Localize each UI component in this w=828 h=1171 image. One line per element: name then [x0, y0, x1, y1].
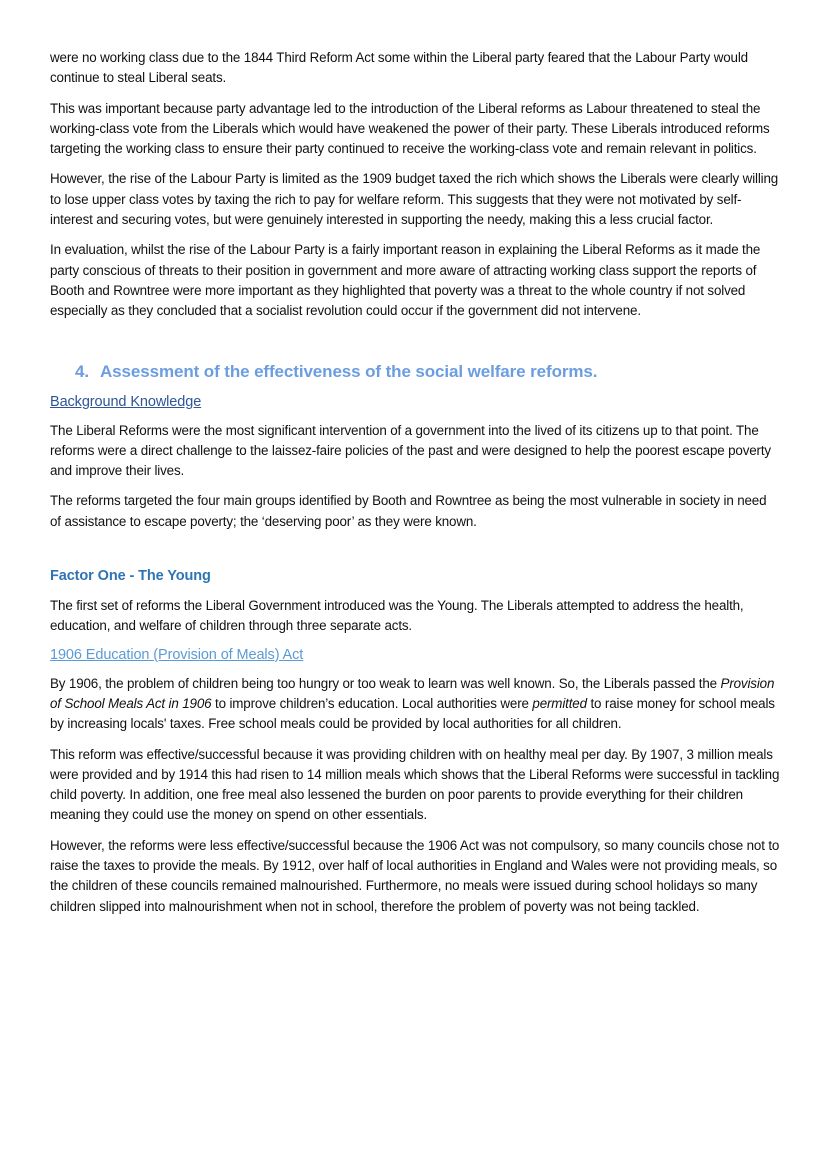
document-page: [50, 48, 780, 927]
body-paragraph: This was important because party advantage led to the introduction of the Liberal reforms as Labour threatened to steal the working-class vote from the Liberals which would have weakened the power of their party. These Liberals introduced reforms targeting the working class to ensure their party continued to receive the working-class vote and remain relevant in politics.: [50, 100, 770, 157]
background-knowledge-heading: Background Knowledge: [50, 393, 202, 410]
act-heading: 1906 Education (Provision of Meals) Act: [50, 646, 304, 663]
body-paragraph: The Liberal Reforms were the most significant intervention of a government into the lived of its citizens up to that point. The reforms were a direct challenge to the laissez-faire policies of the past and were designed to help the poorest escape poverty and improve their lives.: [50, 422, 771, 479]
body-paragraph: were no working class due to the 1844 Third Reform Act some within the Liberal party feared that the Labour Party would continue to steal Liberal seats.: [50, 50, 748, 86]
section-number: 4.: [75, 361, 89, 381]
body-paragraph: However, the rise of the Labour Party is limited as the 1909 budget taxed the rich which shows the Liberals were clearly willing to lose upper class votes by taxing the rich to pay for welfare reform. This suggests that they were not motivated by self-interest and securing votes, but were genuinely interested in supporting the needy, making this a less crucial factor.: [50, 171, 779, 228]
body-paragraph: In evaluation, whilst the rise of the Labour Party is a fairly important reason in explaining the Liberal Reforms as it made the party conscious of threats to their position in government and more aware of attracting working class support the reports of Booth and Rowntree were more important as they highlighted that poverty was a threat to the whole country if not solved especially as they concluded that a socialist revolution could occur if the government did not intervene.: [50, 242, 761, 319]
body-paragraph: This reform was effective/successful because it was providing children with on healthy meal per day. By 1907, 3 million meals were provided and by 1914 this had risen to 14 million meals which shows that the Liberal Reforms were successful in tackling child poverty. In addition, one free meal also lessened the burden on poor parents to provide everything for their children meaning they could use the money on spend on other essentials.: [50, 746, 780, 823]
text-run: By 1906, the problem of children being too hungry or too weak to learn was well known. So, the Liberals passed the: [50, 675, 721, 691]
italic-permitted: permitted: [532, 695, 587, 711]
section-title: Assessment of the effectiveness of the social welfare reforms.: [100, 361, 598, 381]
factor-heading: Factor One - The Young: [50, 568, 211, 585]
text-run: to improve children’s education. Local authorities were: [211, 695, 533, 711]
section-heading: [75, 362, 780, 382]
body-paragraph: However, the reforms were less effective/successful because the 1906 Act was not compulsory, so many councils chose not to raise the taxes to provide the meals. By 1912, over half of local authorities in England and Wales were not providing meals, so the children of these councils remained malnourished. Furthermore, no meals were issued during school holidays so many children slipped into malnourishment when not in school, therefore the problem of poverty was not being tackled.: [50, 837, 780, 914]
italic-act-name: Provision of School Meals Act in 1906: [50, 675, 775, 711]
text-run: to raise money for school meals by increasing locals' taxes. Free school meals could be provided by local authorities for all children.: [50, 695, 775, 732]
body-paragraph: The reforms targeted the four main groups identified by Booth and Rowntree as being the most vulnerable in society in need of assistance to escape poverty; the ‘deserving poor’ as they were known.: [50, 493, 767, 529]
body-paragraph: The first set of reforms the Liberal Government introduced was the Young. The Liberals attempted to address the health, education, and welfare of children through three separate acts.: [50, 598, 744, 634]
body-paragraph: [50, 674, 780, 735]
